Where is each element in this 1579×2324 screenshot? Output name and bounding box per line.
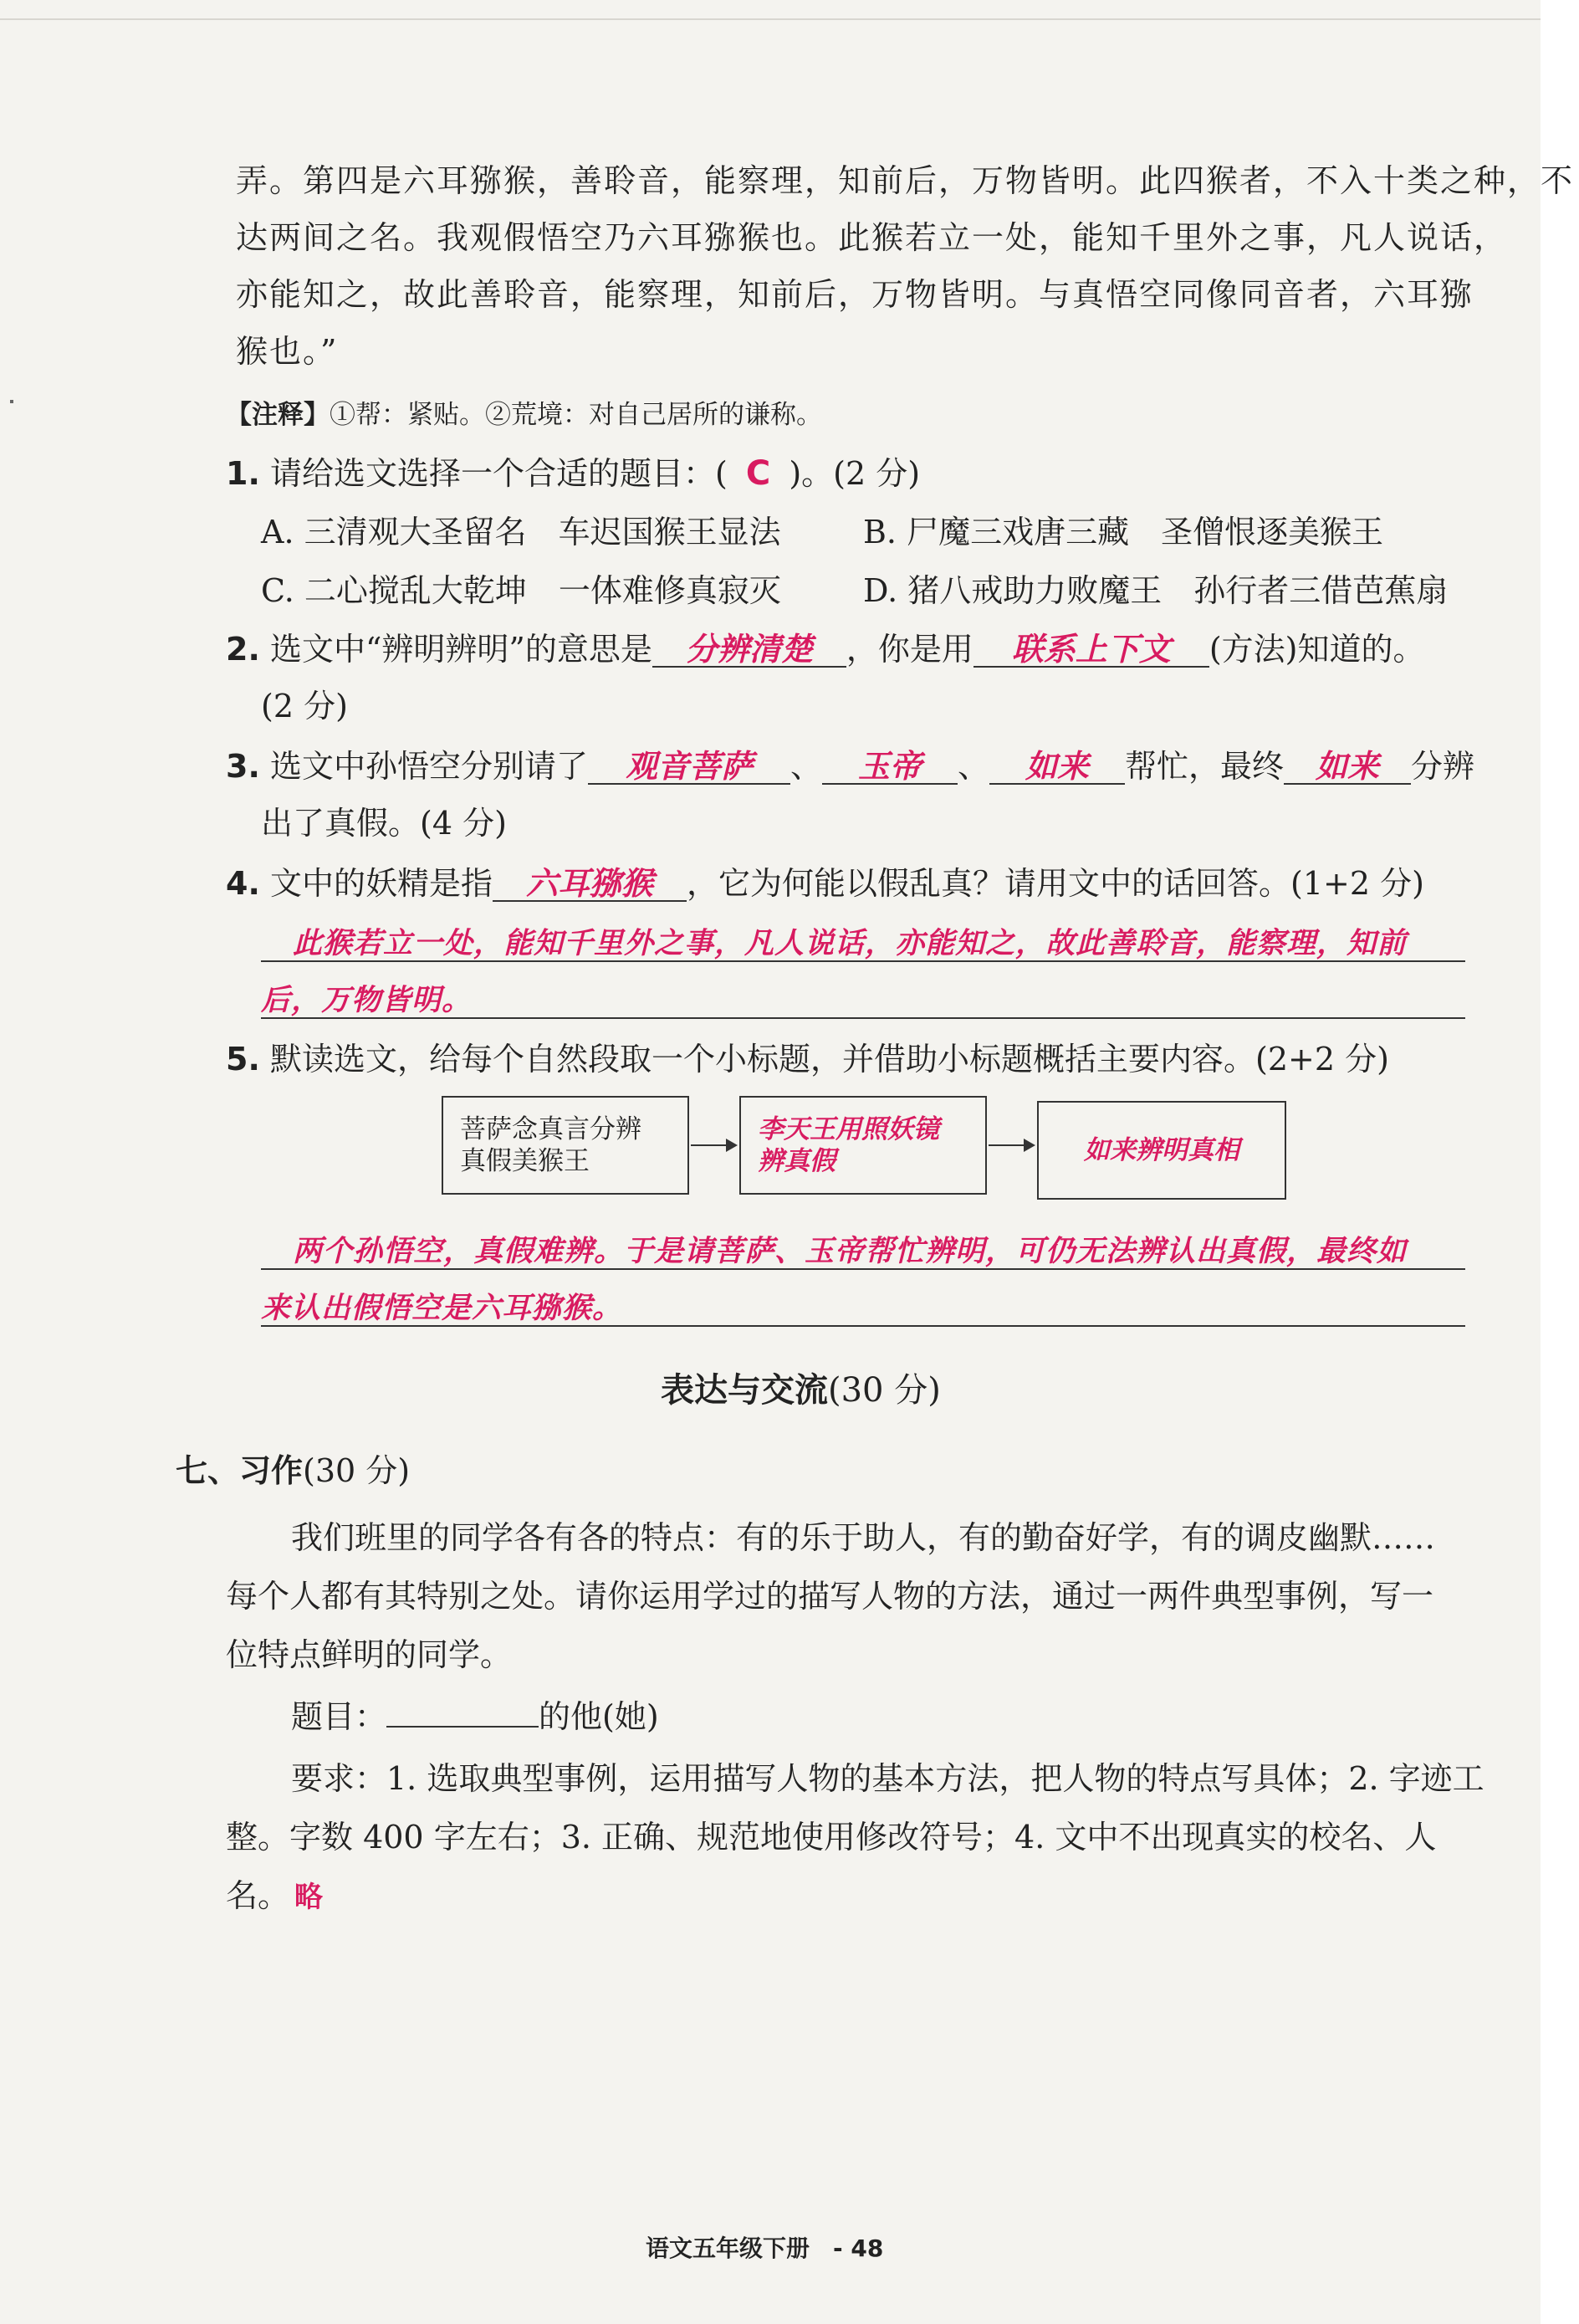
q1-end: )。(2 分) [789,455,921,492]
q1-option-b: B. 尸魔三戏唐三藏 圣僧恨逐美猴王 [863,514,1384,550]
writing-heading-score: (30 分) [303,1452,411,1489]
q2-text-2: ，你是用 [846,631,973,668]
q3-sep-2: 、 [958,748,990,785]
q4-number: 4. [226,865,260,902]
question-5 [226,1041,1389,1078]
q3-number: 3. [226,748,260,785]
annotation-note [226,398,822,432]
q3-answer-1: 观音菩萨 [588,750,790,785]
scan-edge [1541,0,1579,2324]
q5-answer-rule-2 [261,1325,1465,1327]
q3-answer-4: 如来 [1284,750,1411,785]
q1-option-a: A. 三清观大圣留名 车迟国猴王显法 [261,514,781,550]
writing-requirement-3 [226,1877,323,1916]
top-border-line [0,18,1541,20]
question-2 [226,631,1425,668]
q1-number: 1. [226,455,260,492]
q3-text-3: 分辨 [1411,748,1475,785]
topic-blank [386,1726,539,1728]
flow-box-1-text: 菩萨念真言分辨真假美猴王 [460,1114,641,1176]
q2-text-3: (方法)知道的。 [1209,631,1425,668]
q4-handwritten-line-1: 此猴若立一处，能知千里外之事，凡人说话，亦能知之，故此善聆音，能察理，知前 [293,927,1408,960]
q3-answer-2: 玉帝 [822,750,958,785]
q1-option-c: C. 二心搅乱大乾坤 一体难修真寂灭 [261,572,781,609]
writing-para-3: 位特点鲜明的同学。 [226,1636,513,1673]
q4-answer-rule-1 [261,960,1465,962]
q5-handwritten-line-1: 两个孙悟空，真假难辨。于是请菩萨、玉帝帮忙辨明，可仍无法辨认出真假，最终如 [293,1235,1408,1268]
q5-number: 5. [226,1041,260,1078]
q3-text-2: 帮忙，最终 [1125,748,1285,785]
q2-score: (2 分) [261,688,348,724]
writing-answer: 略 [294,1881,324,1914]
section-title-text: 表达与交流 [661,1371,828,1410]
passage-line-2: 达两间之名。我观假悟空乃六耳猕猴也。此猴若立一处，能知千里外之事，凡人说话， [236,219,1508,256]
q5-handwritten-line-2: 来认出假悟空是六耳猕猴。 [261,1292,623,1325]
q4-handwritten-line-2: 后，万物皆明。 [261,984,473,1017]
topic-label: 题目： [291,1698,387,1735]
flow-box-1 [442,1096,689,1195]
q1-option-d: D. 猪八戒助力败魔王 孙行者三借芭蕉扇 [863,572,1449,609]
q3-text-1: 选文中孙悟空分别请了 [269,748,588,785]
passage-line-3: 亦能知之，故此善聆音，能察理，知前后，万物皆明。与真悟空同像同音者，六耳猕 [236,276,1474,313]
writing-para-2: 每个人都有其特别之处。请你运用学过的描写人物的方法，通过一两件典型事例，写一 [226,1578,1434,1615]
note-text: ①帮：紧贴。②荒境：对自己居所的谦称。 [330,400,822,430]
writing-requirement-2: 整。字数 400 字左右；3. 正确、规范地使用修改符号；4. 文中不出现真实的校名、人 [226,1819,1437,1856]
q5-text: 默读选文，给每个自然段取一个小标题，并借助小标题概括主要内容。(2+2 分) [269,1041,1389,1078]
flow-arrow-2 [989,1144,1034,1146]
question-3 [226,748,1474,785]
section-title [661,1364,941,1411]
page-footer: 语文五年级下册 - 48 [646,2234,884,2262]
passage-line-4: 猴也。” [236,333,339,370]
flow-box-3 [1037,1101,1286,1200]
q4-answer: 六耳猕猴 [493,867,687,902]
topic-suffix: 的他(她) [539,1698,659,1735]
q2-answer-2: 联系上下文 [973,632,1209,668]
flow-arrow-1 [691,1144,736,1146]
q3-sep-1: 、 [790,748,823,785]
q2-answer-1: 分辨清楚 [652,632,846,668]
scan-dot [10,400,13,403]
question-1 [226,455,920,492]
requirement-3-text: 名。 [226,1877,290,1914]
writing-para-1: 我们班里的同学各有各的特点：有的乐于助人，有的勤奋好学，有的调皮幽默…… [291,1519,1436,1556]
question-4 [226,865,1424,902]
q2-number: 2. [226,631,260,668]
writing-topic [291,1698,659,1735]
writing-heading-text: 七、习作 [176,1452,304,1489]
writing-heading [176,1452,410,1489]
note-label: 【注释】 [226,400,330,430]
flow-box-2 [739,1096,987,1195]
section-title-score: (30 分) [828,1371,941,1410]
flow-box-2-text: 李天王用照妖镜辨真假 [758,1114,939,1176]
flow-box-3-text: 如来辨明真相 [1084,1135,1239,1165]
q4-answer-rule-2 [261,1017,1465,1019]
q2-text-1: 选文中“辨明辨明”的意思是 [269,631,652,668]
q3-answer-3: 如来 [989,750,1125,785]
writing-requirement-1: 要求：1. 选取典型事例，运用描写人物的基本方法，把人物的特点写具体；2. 字迹工 [291,1760,1484,1797]
q4-text-2: ，它为何能以假乱真？请用文中的话回答。(1+2 分) [687,865,1424,902]
q1-answer: C [745,454,771,493]
q3-line-2: 出了真假。(4 分) [261,805,507,842]
q4-text-1: 文中的妖精是指 [269,865,493,902]
q5-answer-rule-1 [261,1268,1465,1270]
passage-line-1: 弄。第四是六耳猕猴，善聆音，能察理，知前后，万物皆明。此四猴者，不入十类之种，不 [236,162,1575,199]
q1-text: 请给选文选择一个合适的题目：( [269,455,728,492]
